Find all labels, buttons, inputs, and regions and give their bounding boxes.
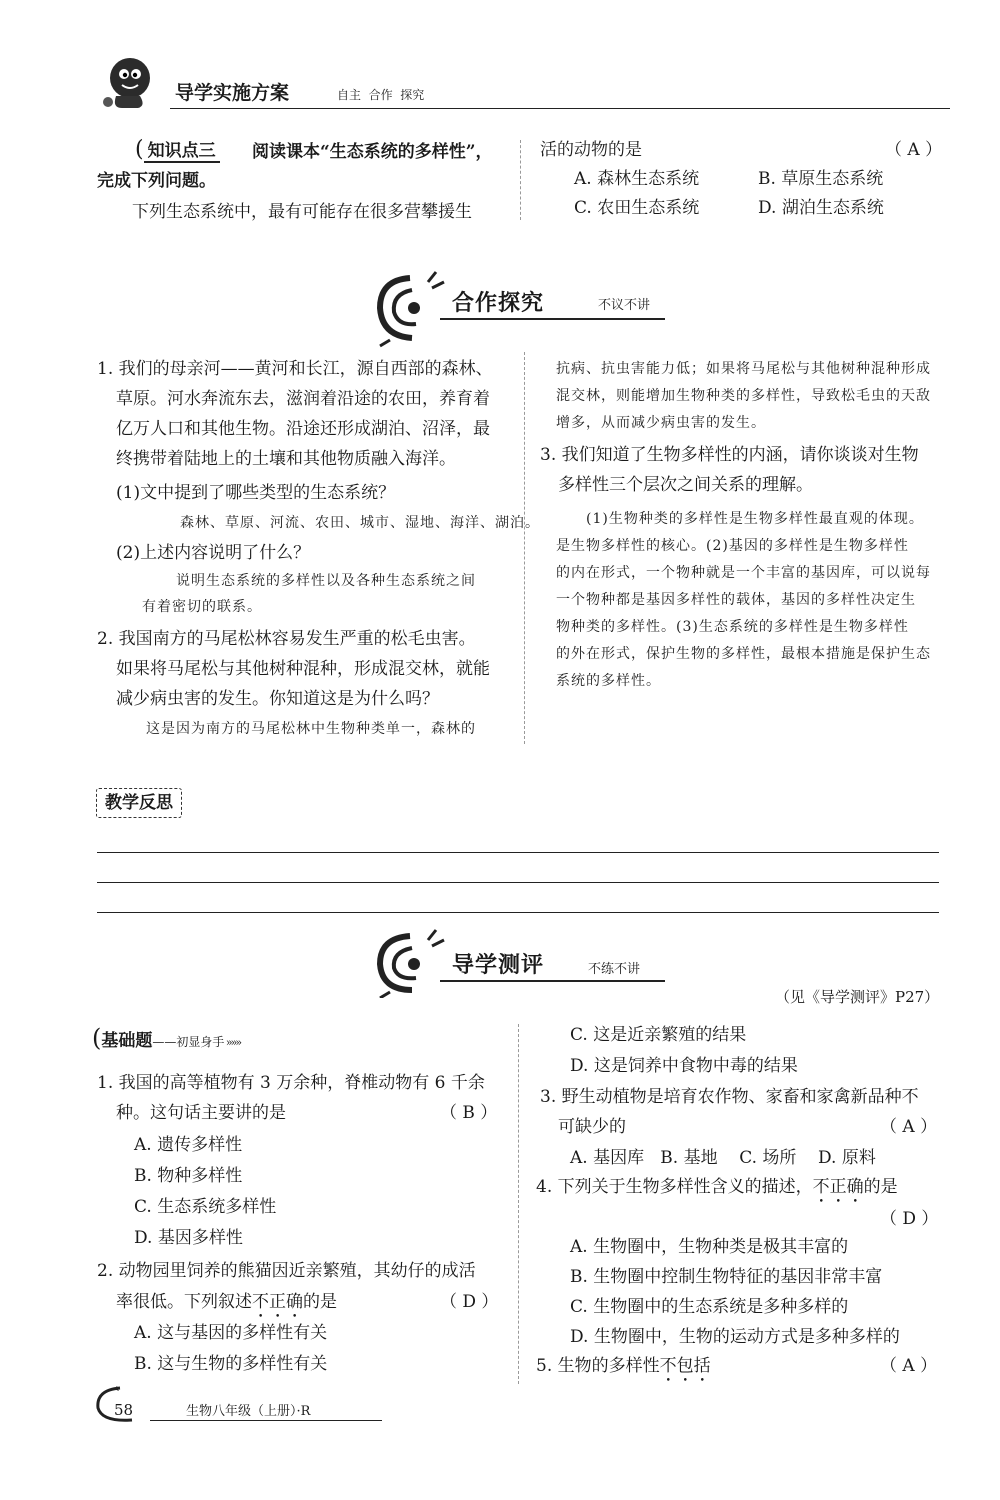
kp3-title-line1: 阅读课本“生态系统的多样性”，: [252, 142, 493, 162]
basic-q2-answer: （ D ）: [440, 1292, 499, 1312]
basic-q3-line1: 3. 野生动植物是培育农作物、家畜和家禽新品种不: [540, 1087, 919, 1107]
reflection-writing-line-3[interactable]: [97, 912, 939, 913]
coop-q1-answer1: 森林、草原、河流、农田、城市、湿地、海洋、湖泊。: [180, 515, 540, 531]
reflection-writing-line-2[interactable]: [97, 882, 939, 883]
coop-q3-answer-line4: 一个物种都是基因多样性的载体，基因的多样性决定生: [556, 592, 916, 608]
basic-q3-line2: 可缺少的: [558, 1117, 626, 1137]
coop-q2-answer-right-line2: 混交林，则能增加生物种类的多样性，导致松毛虫的天敌: [556, 388, 931, 404]
coop-q3-answer-line5: 物种类的多样性。(3)生态系统的多样性是生物多样性: [556, 619, 909, 635]
kp3-question-line1: 下列生态系统中，最有可能存在很多营攀援生: [132, 202, 472, 222]
reflection-label: 教学反思: [96, 788, 182, 818]
banner-swirl-icon: [370, 268, 450, 348]
banner2-sub: 不练不讲: [588, 962, 641, 977]
basic-q1-option-b: B. 物种多样性: [134, 1166, 243, 1186]
basic-q2-option-d: D. 这是饲养中食物中毒的结果: [570, 1056, 798, 1076]
kp3-option-d: D. 湖泊生态系统: [758, 198, 884, 218]
banner1-rule: [440, 318, 665, 320]
column-divider-2: [524, 352, 525, 744]
coop-q1-answer2-line1: 说明生态系统的多样性以及各种生态系统之间: [176, 573, 476, 589]
basic-q2-option-a: A. 这与基因的多样性有关: [134, 1323, 328, 1343]
basic-q2-option-c: C. 这是近亲繁殖的结果: [570, 1025, 747, 1045]
coop-q3-answer-line7: 系统的多样性。: [556, 673, 661, 689]
coop-q2-line1: 2. 我国南方的马尾松林容易发生严重的松毛虫害。: [97, 629, 476, 649]
header-subtitle: 自主 合作 探究: [337, 88, 425, 102]
coop-q1-line1: 1. 我们的母亲河——黄河和长江，源自西部的森林、: [97, 359, 493, 379]
header-title: 导学实施方案: [175, 82, 290, 104]
basic-q5-answer: （ A ）: [880, 1356, 938, 1376]
kp3-option-c: C. 农田生态系统: [574, 198, 700, 218]
basic-q3-answer: （ A ）: [880, 1117, 938, 1137]
header-rule: [170, 108, 950, 109]
coop-q2-answer-right-line1: 抗病、抗虫害能力低；如果将马尾松与其他树种混种形成: [556, 361, 931, 377]
coop-q2-answer-right-line3: 增多，从而减少病虫害的发生。: [556, 415, 766, 431]
banner2-rule: [440, 980, 665, 982]
basic-q1-option-a: A. 遗传多样性: [134, 1135, 243, 1155]
reference-note: （见《导学测评》P27）: [775, 988, 940, 1006]
banner-swirl-icon-2: [370, 928, 450, 998]
coop-q2-answer-left: 这是因为南方的马尾松林中生物种类单一，森林的: [146, 721, 476, 737]
basic-q2-line2: 率很低。下列叙述不正确的是: [116, 1292, 337, 1312]
basic-q4-option-c: C. 生物圈中的生态系统是多种多样的: [570, 1297, 849, 1317]
mascot-logo: [98, 52, 158, 112]
coop-q1-line2: 草原。河水奔流东去，滋润着沿途的农田，养育着: [116, 389, 490, 409]
kp3-title-line2: 完成下列问题。: [97, 171, 216, 191]
basic-q5-line: 5. 生物的多样性不包括: [536, 1356, 711, 1376]
kp3-option-a: A. 森林生态系统: [574, 169, 700, 189]
coop-q3-line1: 3. 我们知道了生物多样性的内涵，请你谈谈对生物: [540, 445, 919, 465]
coop-q2-line3: 减少病虫害的发生。你知道这是为什么吗？: [116, 689, 439, 709]
column-divider-3: [518, 1024, 519, 1384]
kp3-answer: （ A ）: [885, 140, 943, 160]
kp3-question-line2: 活的动物的是: [540, 140, 642, 160]
banner2-title: 导学测评: [452, 952, 545, 978]
basic-q2-line1: 2. 动物园里饲养的熊猫因近亲繁殖，其幼仔的成活: [97, 1261, 476, 1281]
basic-q1-option-d: D. 基因多样性: [134, 1228, 243, 1248]
footer-rule: [150, 1420, 382, 1421]
basic-q1-option-c: C. 生态系统多样性: [134, 1197, 277, 1217]
coop-q1-line3: 亿万人口和其他生物。沿途还形成湖泊、沼泽，最: [116, 419, 490, 439]
basic-q3-options: A. 基因库 B. 基地 C. 场所 D. 原料: [570, 1148, 876, 1168]
coop-q3-answer-line2: 是生物多样性的核心。(2)基因的多样性是生物多样性: [556, 538, 909, 554]
kp3-option-b: B. 草原生态系统: [758, 169, 884, 189]
coop-q3-answer-line3: 的内在形式，一个物种就是一个丰富的基因库，可以说每: [556, 565, 931, 581]
coop-q2-line2: 如果将马尾松与其他树种混种，形成混交林，就能: [116, 659, 490, 679]
page-number: 58: [114, 1401, 134, 1419]
basic-q1-line2: 种。这句话主要讲的是: [116, 1103, 286, 1123]
basic-q4-answer: （ D ）: [880, 1209, 939, 1229]
basic-q1-line1: 1. 我国的高等植物有 3 万余种，脊椎动物有 6 千余: [97, 1073, 485, 1093]
coop-q3-answer-line1: (1)生物种类的多样性是生物多样性最直观的体现。: [586, 511, 924, 527]
basic-q4-option-a: A. 生物圈中，生物种类是极其丰富的: [570, 1237, 849, 1257]
basic-q4-option-b: B. 生物圈中控制生物特征的基因非常丰富: [570, 1267, 883, 1287]
coop-q1-line4: 终携带着陆地上的土壤和其他物质融入海洋。: [116, 449, 456, 469]
coop-q1-sub2: (2)上述内容说明了什么？: [116, 543, 311, 563]
banner1-title: 合作探究: [452, 290, 545, 316]
basic-q2-option-b: B. 这与生物的多样性有关: [134, 1354, 328, 1374]
reflection-writing-line-1[interactable]: [97, 852, 939, 853]
basic-q1-answer: （ B ）: [440, 1103, 498, 1123]
coop-q3-line2: 多样性三个层次之间关系的理解。: [558, 475, 813, 495]
coop-q3-answer-line6: 的外在形式，保护生物的多样性，最根本措施是保护生态: [556, 646, 931, 662]
basic-q4-option-d: D. 生物圈中，生物的运动方式是多种多样的: [570, 1327, 900, 1347]
basic-q4-line: 4. 下列关于生物多样性含义的描述，不正确的是: [536, 1177, 898, 1197]
column-divider: [520, 140, 521, 220]
basic-tag: (基础题——初显身手 »»»: [92, 1024, 241, 1052]
coop-q1-answer2-line2: 有着密切的联系。: [142, 599, 262, 615]
kp3-tag: ( 知识点三: [135, 135, 220, 166]
banner1-sub: 不议不讲: [598, 298, 651, 313]
coop-q1-sub1: (1)文中提到了哪些类型的生态系统？: [116, 483, 396, 503]
footer-book-title: 生物八年级（上册）·R: [186, 1404, 311, 1419]
